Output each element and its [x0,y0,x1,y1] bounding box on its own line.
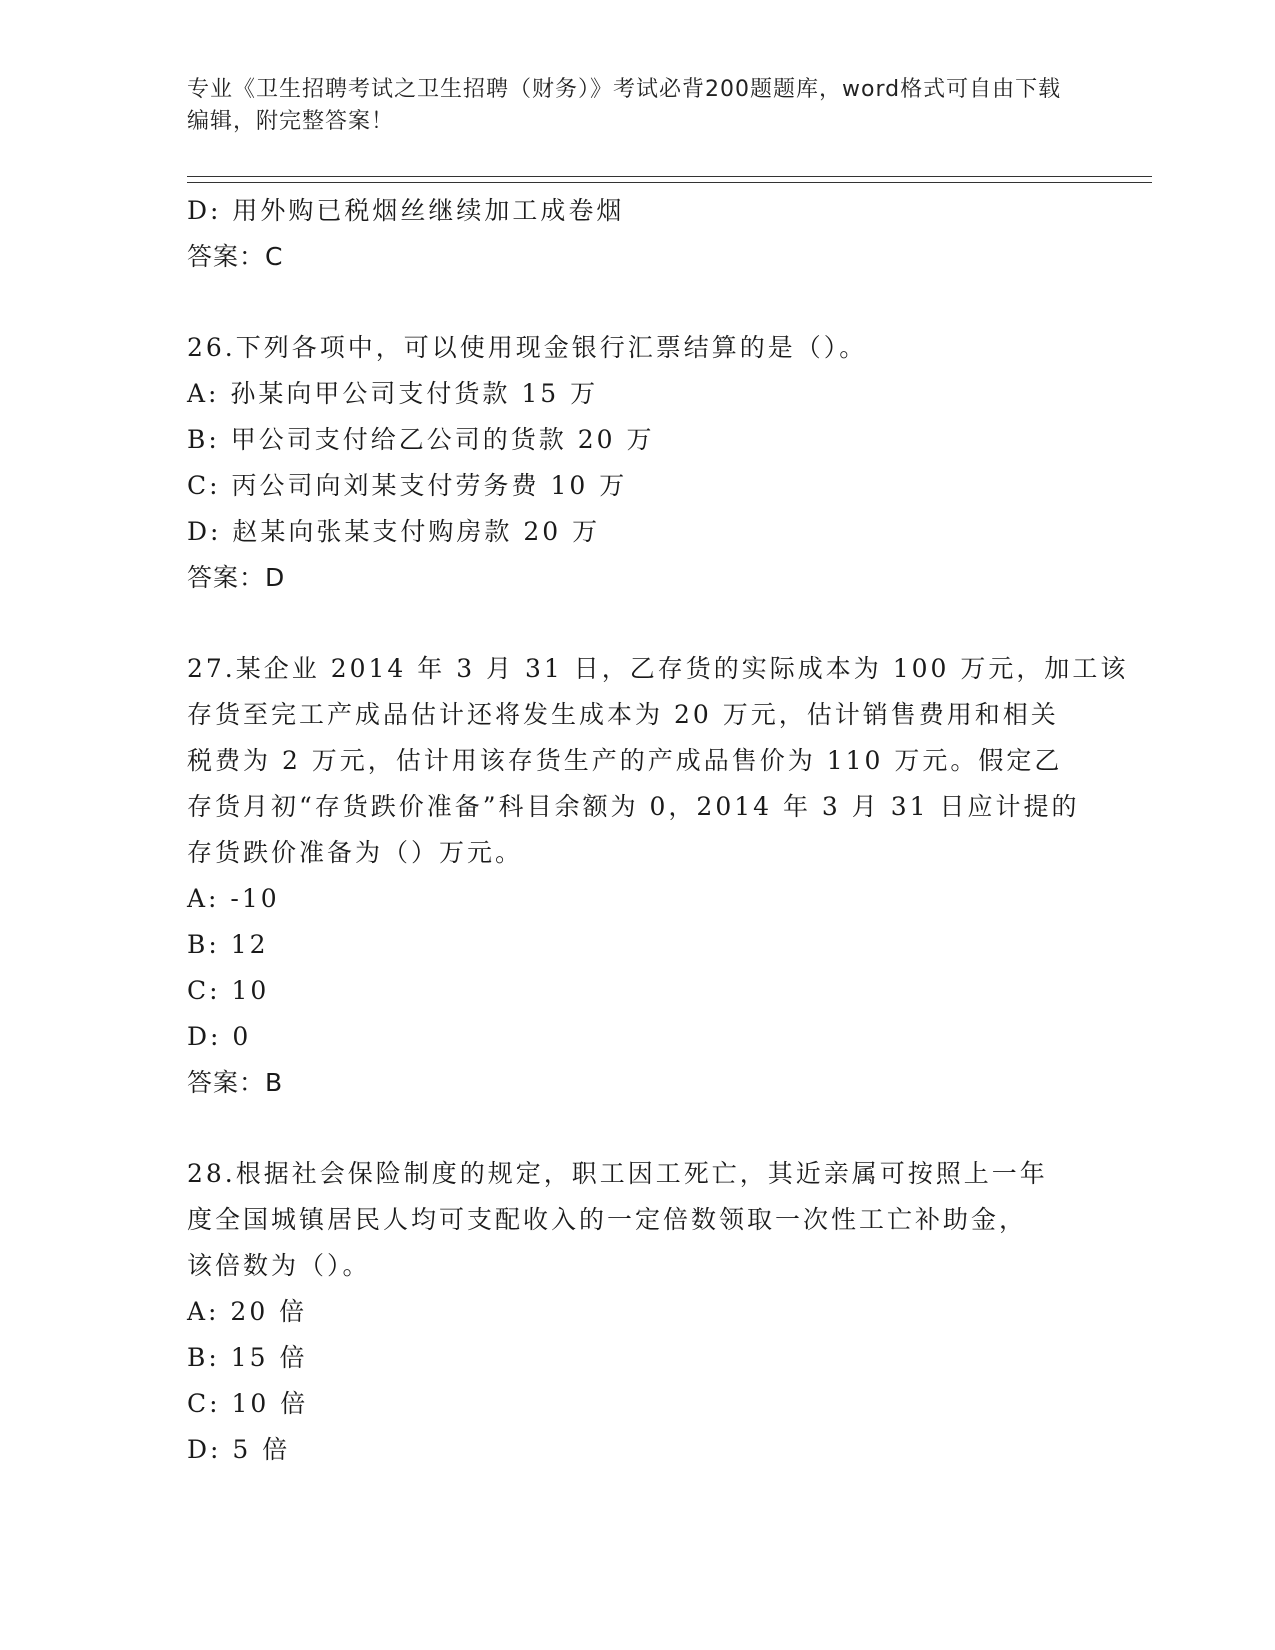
question-26-stem: 26.下列各项中，可以使用现金银行汇票结算的是（）。 [187,333,868,362]
spacer [187,1106,1087,1151]
question-26-option-b: B: 甲公司支付给乙公司的货款 20 万 [187,425,655,454]
question-27 [187,646,1129,1106]
prev-answer: 答案：C [187,242,284,271]
question-28-option-b: B: 15 倍 [187,1343,308,1372]
question-content [187,188,1129,1473]
question-27-stem-line-5: 存货跌价准备为（）万元。 [187,838,524,867]
question-27-stem-line-2: 存货至完工产成品估计还将发生成本为 20 万元，估计销售费用和相关 [187,700,1059,729]
question-26-answer: 答案：D [187,563,286,592]
question-27-option-c: C: 10 [187,976,270,1005]
document-header: 专业《卫生招聘考试之卫生招聘（财务）》考试必背200题题库，word格式可自由下载编辑，附完整答案！ [187,77,1062,134]
question-28-stem-line-2: 度全国城镇居民人均可支配收入的一定倍数领取一次性工亡补助金， [187,1205,1028,1234]
prev-option-d: D: 用外购已税烟丝继续加工成卷烟 [187,196,625,225]
question-27-stem-line-1: 27.某企业 2014 年 3 月 31 日，乙存货的实际成本为 100 万元，加工该 [187,654,1129,683]
header-rule-top [187,176,1152,177]
spacer [187,601,1087,646]
question-28-option-d: D: 5 倍 [187,1435,291,1464]
spacer [187,280,1087,325]
question-26-option-c: C: 丙公司向刘某支付劳务费 10 万 [187,471,628,500]
question-28-option-a: A: 20 倍 [187,1297,308,1326]
question-27-option-a: A: -10 [187,884,280,913]
question-27-answer: 答案：B [187,1068,284,1097]
question-27-stem-line-3: 税费为 2 万元，估计用该存货生产的产成品售价为 110 万元。假定乙 [187,746,1063,775]
question-28 [187,1151,1087,1473]
question-27-stem-line-4: 存货月初“存货跌价准备”科目余额为 0，2014 年 3 月 31 日应计提的 [187,792,1080,821]
question-27-option-b: B: 12 [187,930,269,959]
question-28-option-c: C: 10 倍 [187,1389,309,1418]
header-rule-bottom [187,182,1152,183]
question-28-stem-line-1: 28.根据社会保险制度的规定，职工因工死亡，其近亲属可按照上一年 [187,1159,1048,1188]
question-28-stem-line-3: 该倍数为（）。 [187,1251,371,1280]
question-26 [187,325,1087,601]
question-26-option-a: A: 孙某向甲公司支付货款 15 万 [187,379,599,408]
question-27-option-d: D: 0 [187,1022,252,1051]
question-26-option-d: D: 赵某向张某支付购房款 20 万 [187,517,601,546]
